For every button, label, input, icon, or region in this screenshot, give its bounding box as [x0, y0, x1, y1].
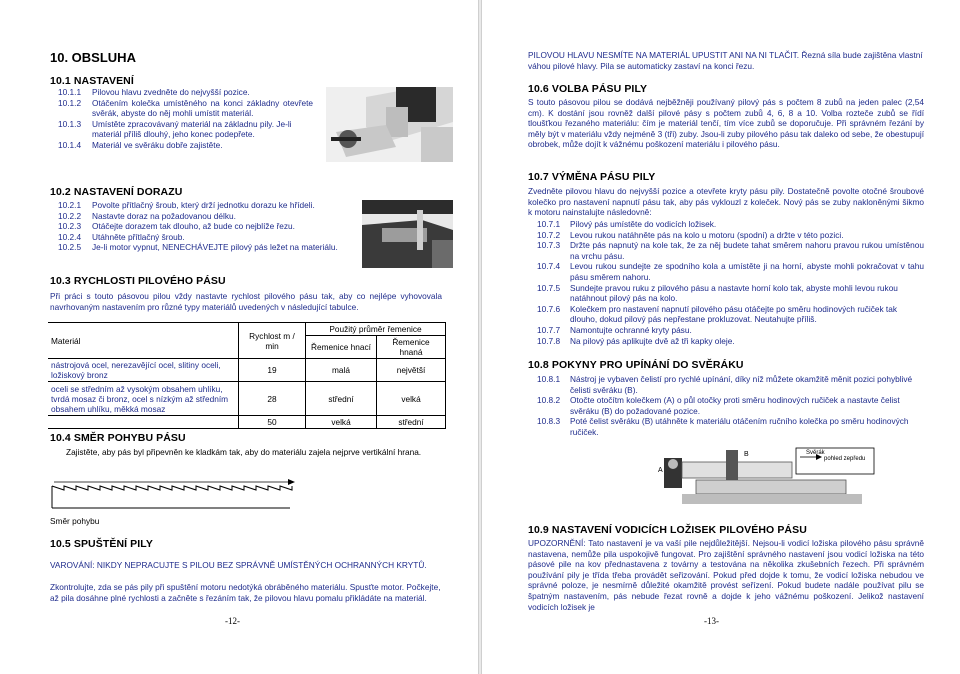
- warning-10-5: VAROVÁNÍ: NIKDY NEPRACUJTE S PILOU BEZ SPRÁVNĚ UMÍSTĚNÝCH OCHRANNÝCH KRYTŮ.: [50, 560, 427, 570]
- item-number: 10.1.3: [58, 118, 82, 129]
- list-item: [537, 336, 924, 347]
- item-text: Pilovou hlavu zvedněte do nejvyšší pozice.: [92, 87, 250, 97]
- heading-10-3: 10.3 RYCHLOSTI PILOVÉHO PÁSU: [50, 275, 226, 287]
- item-text: Otáčejte dorazem tak dlouho, až bude co nejblíže řezu.: [92, 221, 295, 232]
- item-number: 10.7.6: [537, 303, 561, 314]
- header-material: Materiál: [48, 323, 239, 359]
- item-text: Levou rukou sundejte ze spodního kola a umístěte ji na horní, abyste mohli pokračovat v tahu pásu směrem nahoru.: [570, 261, 924, 282]
- list-item: [537, 261, 924, 282]
- list-item: [58, 221, 354, 232]
- cell-driving: střední: [306, 382, 377, 416]
- section-title-obsluha: 10. OBSLUHA: [50, 50, 136, 65]
- item-number: 10.7.5: [537, 282, 561, 293]
- item-text: Otočte otočítm kolečkem (A) o půl otočky proti směru hodinových ručiček a nastavte čelist svěráku (B) do požadované pozice.: [570, 395, 900, 416]
- heading-10-2: 10.2 NASTAVENÍ DORAZU: [50, 186, 183, 198]
- heading-10-6: 10.6 VOLBA PÁSU PILY: [528, 83, 648, 95]
- cell-material: oceli se středním až vysokým obsahem uhlíku, tvrdá mosaz či bronz, ocel s nízkým až středním obsahem uhlíku, měkká mosaz: [48, 382, 239, 416]
- item-number: 10.7.4: [537, 261, 561, 272]
- header-pulley: Použitý průměr řemenice: [306, 323, 446, 336]
- item-text: Levou rukou natáhněte pás na kolo u motoru (spodní) a držte v této pozici.: [570, 229, 844, 240]
- speed-table: [48, 322, 446, 429]
- list-item: [537, 374, 924, 395]
- table-row: [48, 359, 446, 382]
- item-text: Namontujte ochranné kryty pásu.: [570, 324, 692, 335]
- item-text: Nástroj je vybaven čelistí pro rychlé upínání, díky níž můžete okamžitě měnit pozici pohyblivé čelisti svěráku (B).: [570, 374, 913, 395]
- table-header-row: [48, 323, 446, 336]
- list-item: [537, 240, 924, 261]
- jaw-b: [726, 450, 738, 480]
- item-text: Nastavte doraz na požadovanou délku.: [92, 210, 236, 221]
- heading-10-9: 10.9 NASTAVENÍ VODICÍCH LOŽISEK PILOVÉHO PÁSU: [528, 524, 807, 536]
- cell-speed: 50: [239, 416, 306, 429]
- cell-driven: největší: [377, 359, 446, 382]
- heading-10-1: 10.1 NASTAVENÍ: [50, 75, 134, 87]
- cell-material: nástrojová ocel, nerezavějící ocel, slitiny oceli, ložiskový bronz: [48, 359, 239, 382]
- list-item: [537, 283, 924, 304]
- item-number: 10.2.3: [58, 221, 82, 232]
- list-item: [58, 119, 313, 140]
- item-number: 10.7.8: [537, 335, 561, 346]
- cell-material: [48, 416, 239, 429]
- item-text: Držte pás napnutý na kole tak, že za něj budete tahat směrem nahoru pravou rukou umístěnou na vrchu pásu.: [570, 240, 924, 261]
- table-row: [48, 382, 446, 416]
- direction-label: Směr pohybu: [50, 516, 100, 526]
- list-item: [537, 304, 924, 325]
- item-number: 10.2.2: [58, 210, 82, 221]
- item-number: 10.2.4: [58, 231, 82, 242]
- item-text: Povolte přítlačný šroub, který drží jednotku dorazu ke hřídeli.: [92, 200, 315, 210]
- left-page: [0, 0, 478, 674]
- saw-vise-photo: [326, 87, 453, 162]
- list-item: [537, 416, 924, 437]
- cell-driven: velká: [377, 382, 446, 416]
- item-text: Poté čelist svěráku (B) utáhněte k materiálu otáčením ručního kolečka po směru hodinových ručiček.: [570, 416, 909, 437]
- stop-photo: [362, 200, 453, 268]
- header-speed: Rychlost m / min: [239, 323, 306, 359]
- cell-driving: velká: [306, 416, 377, 429]
- header-driving: Řemenice hnací: [306, 336, 377, 359]
- list-item: [58, 98, 313, 119]
- saw-teeth: [52, 486, 292, 490]
- vise-diagram: [656, 444, 882, 512]
- item-number: 10.2.5: [58, 242, 82, 253]
- page-number-left: -12-: [225, 616, 240, 626]
- label-a: A: [658, 467, 663, 474]
- item-number: 10.1.2: [58, 97, 82, 108]
- paragraph-10-7: Zvedněte pilovou hlavu do nejvyšší pozice a otevřete kryty pásu pily. Dostatečně povolte otočné šroubové kolečko pro nastavení napnutí pásu tak, aby pás vyklouzl z koleček. Nový pás se zuby nakloněnými šikmo k motoru nainstalujte následovně:: [528, 186, 924, 218]
- list-item: [58, 242, 354, 253]
- label-view: pohled zepředu: [824, 456, 866, 462]
- item-number: 10.7.3: [537, 240, 561, 251]
- item-text: Materiál ve svěráku dobře zajistěte.: [92, 139, 223, 150]
- paragraph-10-5: Zkontrolujte, zda se pás pily při spuštění motoru nedotýká obráběného materiálu. Spusťte motor. Počkejte, až pila dosáhne plné rychlosti a začněte s řezáním tak, že pilovou hlavu pomalu přikládáte na materiál.: [50, 582, 441, 603]
- list-10-7: [537, 219, 924, 346]
- paragraph-10-3: Při práci s touto pásovou pilou vždy nastavte rychlost pilového pásu tak, aby co nejlépe vyhovovala navrhovaným nastavením pro různé typy materiálů uvedených v následující tabulce.: [50, 291, 442, 312]
- cell-speed: 28: [239, 382, 306, 416]
- item-text: Utáhněte přítlačný šroub.: [92, 231, 185, 242]
- list-10-1: [58, 87, 313, 151]
- item-text: Na pilový pás aplikujte dvě až tři kapky oleje.: [570, 335, 735, 346]
- page-number-right: -13-: [704, 616, 719, 626]
- list-10-2: [58, 200, 354, 253]
- paragraph-10-9: UPOZORNĚNÍ: Tato nastavení je va vaší pile nejdůležitější. Nejsou-li vodicí ložiska pilového pásu správně nastavena, nemůže pila uspokojivě fungovat. Pro zajištění správného nastavení jsou vodicí ložiska na této pásové pile na kov přednastavena z továrny a testována na několika zkušebních řezech. Při správném používání pily je třída třeba provádět seřizování. Pokud před dojde k tomu, že vodicí ložiska nebudou ve správné poloze, je nesmírně důležité okamžitě provést seřízení. Pokud budete nadále používat pilu se špatným nastavením, pás nebude řezat rovně a dojde k jeho vážnému poškození. Jelikož nastavení vodicích ložisek je: [528, 538, 924, 612]
- item-text: Umístěte zpracovávaný materiál na základnu pily. Je-li materiál příliš dlouhý, jeho konec podepřete.: [92, 118, 292, 140]
- list-item: [58, 211, 354, 222]
- heading-10-8: 10.8 POKYNY PRO UPÍNÁNÍ DO SVĚRÁKU: [528, 359, 744, 371]
- item-text: Otáčením kolečka umístěného na konci základny otevřete svěrák, abyste do něj mohli umístit materiál.: [92, 97, 313, 119]
- list-item: [58, 87, 313, 98]
- header-driven: Řemenice hnaná: [377, 336, 446, 359]
- item-number: 10.1.1: [58, 87, 82, 97]
- heading-10-5: 10.5 SPUŠTĚNÍ PILY: [50, 538, 153, 550]
- item-text: Je-li motor vypnut, NENECHÁVEJTE pilový pás ležet na materiálu.: [92, 242, 338, 253]
- item-number: 10.8.1: [537, 374, 561, 384]
- item-text: Sundejte pravou ruku z pilového pásu a nastavte horní kolo tak, abyste mohli levou rukou natáhnout pilový pás na kolo.: [570, 282, 898, 304]
- item-number: 10.8.3: [537, 416, 561, 427]
- cell-speed: 19: [239, 359, 306, 382]
- list-item: [537, 230, 924, 241]
- cell-driving: malá: [306, 359, 377, 382]
- list-item: [537, 325, 924, 336]
- item-number: 10.7.2: [537, 229, 561, 240]
- paragraph-10-6: S touto pásovou pilou se dodává nejběžněji používaný pilový pás s počtem 8 zubů na jeden palec (2,54 cm). K dostání jsou rovněž další pilové pásy s počtem zubů 4, 6, 8 a 10. Volba rozteče zubů se řídí tloušťkou řezaného materiálu: čím je materiál tenčí, tím více zubů se doporučuje. Při správném řezání by měly být v materiálu vždy nejméně 3 (tři) zuby. Jsou-li zuby pilového pásu tak daleko od sebe, že obestupují obrobek, může dojít k vážnému poškození materiálu i pilového pásu.: [528, 97, 924, 150]
- list-item: [58, 140, 313, 151]
- item-number: 10.7.1: [537, 219, 561, 229]
- label-b: B: [744, 451, 749, 458]
- table-row: [48, 416, 446, 429]
- list-10-8: [537, 374, 924, 438]
- item-number: 10.7.7: [537, 324, 561, 335]
- cell-driven: střední: [377, 416, 446, 429]
- heading-10-4: 10.4 SMĚR POHYBU PÁSU: [50, 432, 186, 444]
- intro-paragraph: PILOVOU HLAVU NESMÍTE NA MATERIÁL UPUSTIT ANI NA NI TLAČIT. Řezná síla bude zajištěna vlastní váhou pilové hlavy. Pila se automaticky zastaví na konci řezu.: [528, 50, 923, 71]
- list-item: [58, 232, 354, 243]
- item-number: 10.1.4: [58, 139, 82, 150]
- arrow-right-icon: [288, 479, 295, 485]
- list-item: [58, 200, 354, 211]
- heading-10-7: 10.7 VÝMĚNA PÁSU PILY: [528, 171, 656, 183]
- list-item: [537, 395, 924, 416]
- right-page: [482, 0, 960, 674]
- item-text: Kolečkem pro nastavení napnutí pilového pásu otáčejte po směru hodinových ručiček tak dlouho, dokud pilový pás nepřestane prokluzovat. Neutahujte příliš.: [570, 303, 897, 325]
- item-number: 10.2.1: [58, 200, 82, 210]
- paragraph-10-4: Zajistěte, aby pás byl připevněn ke kladkám tak, aby do materiálu zajela nejprve vertikální hrana.: [66, 447, 422, 457]
- item-text: Pilový pás umístěte do vodicích ložisek.: [570, 219, 717, 229]
- list-item: [537, 219, 924, 230]
- label-sverak: Svěrák: [806, 450, 825, 456]
- saw-blade-diagram: [50, 478, 295, 514]
- item-number: 10.8.2: [537, 395, 561, 406]
